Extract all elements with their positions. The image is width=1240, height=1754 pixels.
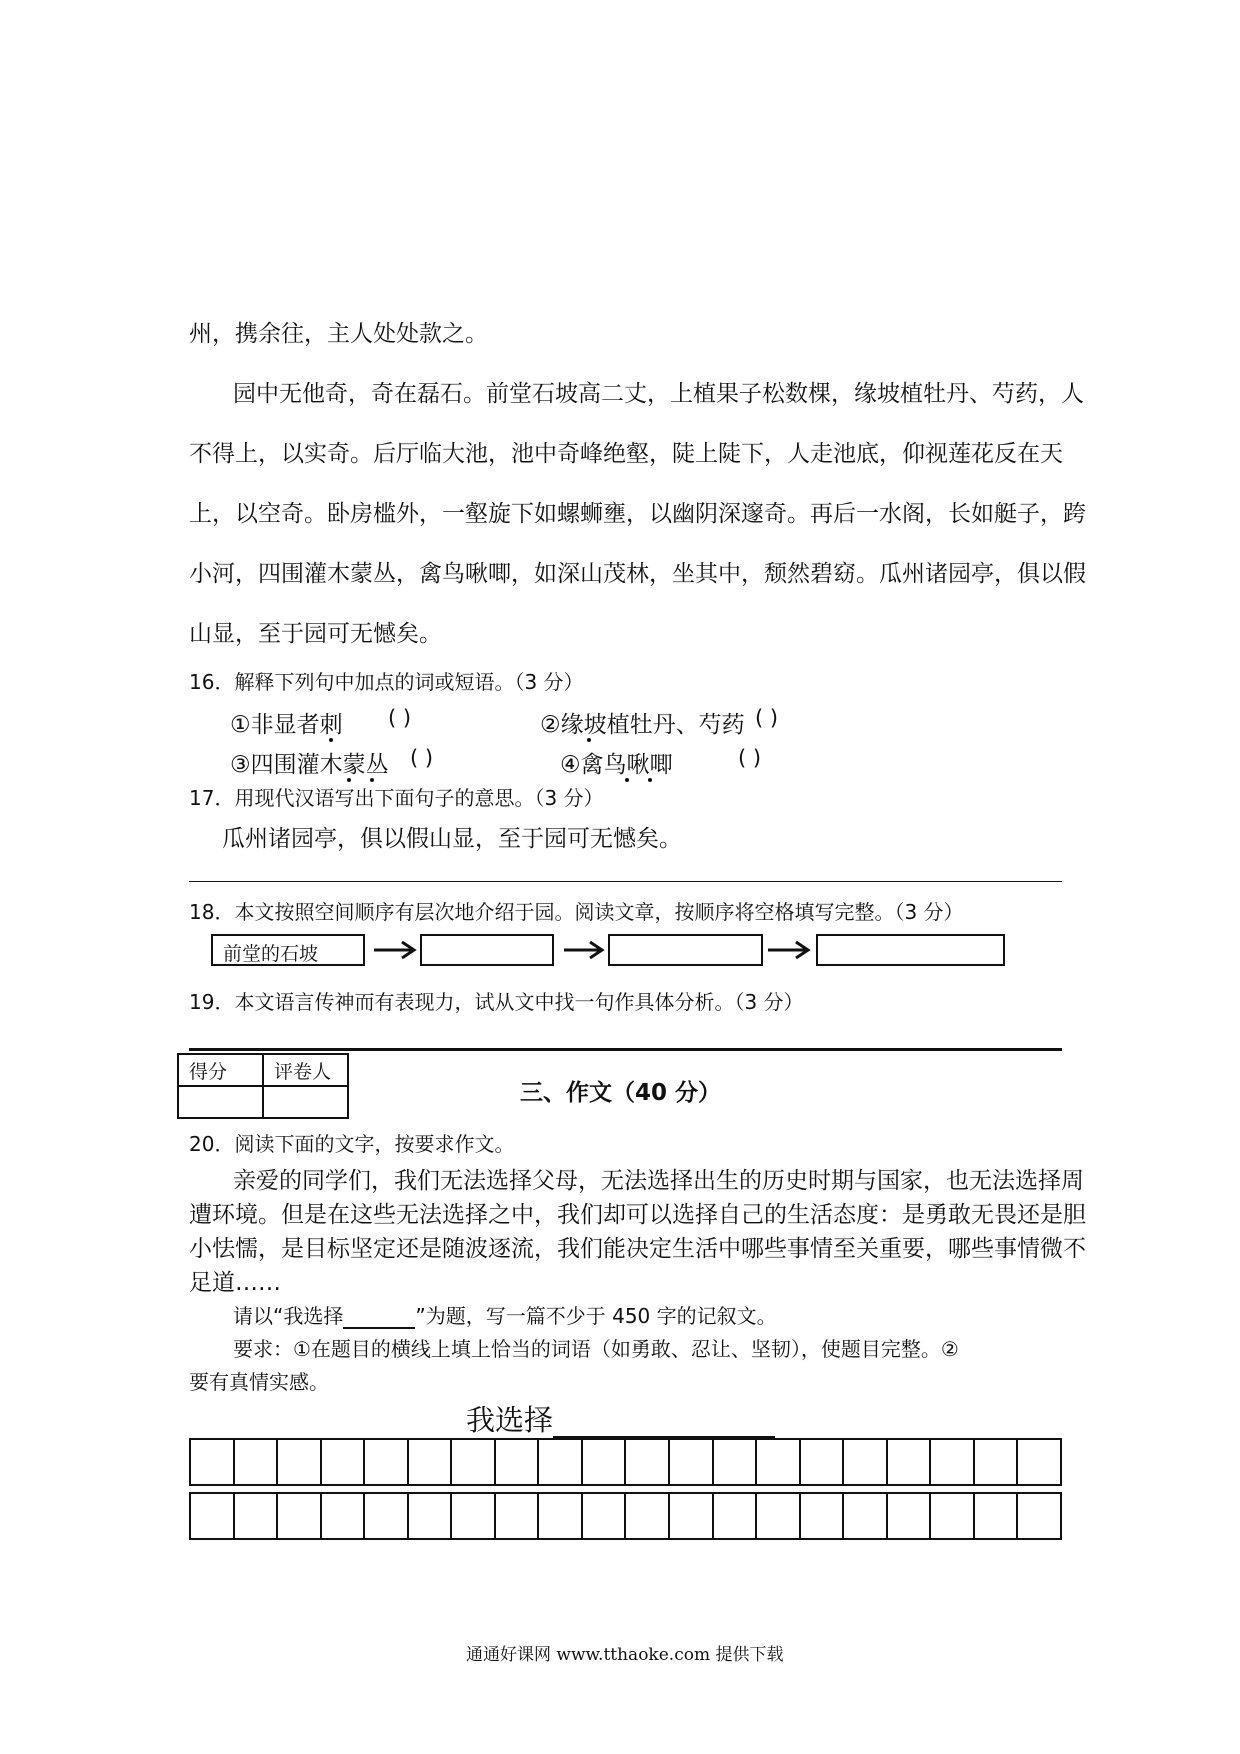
grid-cell[interactable] [888,1494,932,1538]
grid-cell[interactable] [844,1494,888,1538]
passage-line: 州，携余往，主人处处款之。 [189,321,488,347]
grid-cell[interactable] [322,1440,366,1484]
q20-text-line: 足道…… [189,1270,281,1296]
q20-instruction-b: ”为题，写一篇不少于 450 字的记叙文。 [415,1304,777,1328]
emphasis-dot [329,738,333,742]
passage-line: 上，以空奇。卧房槛外，一壑旋下如螺蛳壅，以幽阴深邃奇。再后一水阁，长如艇子，跨 [189,501,1086,527]
grid-cell[interactable] [539,1440,583,1484]
essay-title-blank[interactable] [553,1406,775,1439]
emphasis-dot [587,738,591,742]
score-label: 得分 [178,1054,263,1086]
grid-cell[interactable] [583,1440,627,1484]
grid-cell[interactable] [235,1494,279,1538]
grid-cell[interactable] [975,1440,1019,1484]
q20-text-line: 亲爱的同学们，我们无法选择父母，无法选择出生的历史时期与国家，也无法选择周 [233,1168,1084,1194]
q16-blank-3: ( ) [410,746,434,770]
score-table [177,1053,349,1119]
q17-sentence: 瓜州诸园亭，俱以假山显，至于园可无憾矣。 [222,826,682,852]
grid-cell[interactable] [844,1440,888,1484]
passage-line: 园中无他奇，奇在磊石。前堂石坡高二丈，上植果子松数棵，缘坡植牡丹、芍药，人 [233,381,1084,407]
emphasis-dot [648,778,652,782]
question-16-prompt: 16．解释下列句中加点的词或短语。（3 分） [189,670,584,694]
passage-line: 山显，至于园可无憾矣。 [189,621,442,647]
essay-grid-row[interactable] [189,1438,1062,1486]
flow-blank-box[interactable] [608,934,763,966]
grid-cell[interactable] [583,1494,627,1538]
q16-item-1: ①非显者刺 [230,712,343,738]
essay-title-text: 我选择 [466,1403,554,1437]
flow-blank-box[interactable] [816,934,1005,966]
emphasis-dot [625,778,629,782]
grid-cell[interactable] [278,1440,322,1484]
grid-cell[interactable] [931,1494,975,1538]
grid-cell[interactable] [191,1440,235,1484]
question-17-prompt: 17．用现代汉语写出下面句子的意思。（3 分） [189,786,604,810]
grid-cell[interactable] [235,1440,279,1484]
q20-requirement: 要求：①在题目的横线上填上恰当的词语（如勇敢、忍让、坚韧），使题目完整。② [233,1337,959,1361]
grid-cell[interactable] [670,1494,714,1538]
grid-cell[interactable] [626,1440,670,1484]
q20-text-line: 遭环境。但是在这些无法选择之中，我们却可以选择自己的生活态度：是勇敢无畏还是胆 [189,1202,1086,1228]
grid-cell[interactable] [757,1494,801,1538]
arrow-right-icon [372,934,420,966]
q16-item-4: ④禽鸟啾唧 [560,752,673,778]
question-19-prompt: 19．本文语言传神而有表现力，试从文中找一句作具体分析。（3 分） [189,990,804,1014]
flow-box-1-label: 前堂的石坡 [223,943,319,965]
flow-blank-box[interactable] [420,934,554,966]
grid-cell[interactable] [931,1440,975,1484]
grid-cell[interactable] [365,1494,409,1538]
section-title: 三、作文（40 分） [520,1080,722,1106]
passage-line: 小河，四围灌木蒙丛，禽鸟啾唧，如深山茂林，坐其中，颓然碧窈。瓜州诸园亭，俱以假 [189,561,1086,587]
arrow-right-icon [562,934,608,966]
grid-cell[interactable] [1018,1494,1060,1538]
q20-text-line: 小怯懦，是目标坚定还是随波逐流，我们能决定生活中哪些事情至关重要，哪些事情微不 [189,1236,1086,1262]
essay-grid-row[interactable] [189,1492,1062,1540]
grid-cell[interactable] [409,1494,453,1538]
question-20-prompt: 20．阅读下面的文字，按要求作文。 [189,1132,515,1156]
q16-item-2: ②缘坡植牡丹、芍药 [540,712,745,738]
grid-cell[interactable] [975,1494,1019,1538]
grid-cell[interactable] [278,1494,322,1538]
section-divider [189,1048,1062,1051]
grid-cell[interactable] [365,1440,409,1484]
q16-item-3: ③四围灌木蒙丛 [230,752,389,778]
grid-cell[interactable] [670,1440,714,1484]
q20-instruction [233,1300,777,1329]
grid-cell[interactable] [496,1494,540,1538]
grid-cell[interactable] [539,1494,583,1538]
grid-cell[interactable] [801,1494,845,1538]
q20-requirement: 要有真情实感。 [189,1370,329,1394]
grid-cell[interactable] [714,1440,758,1484]
grid-cell[interactable] [757,1440,801,1484]
answer-line [189,881,1062,882]
grid-cell[interactable] [714,1494,758,1538]
grid-cell[interactable] [496,1440,540,1484]
q16-blank-1: ( ) [388,706,412,730]
grid-cell[interactable] [1018,1440,1060,1484]
question-18-prompt: 18．本文按照空间顺序有层次地介绍于园。阅读文章，按顺序将空格填写完整。（3 分） [189,900,964,924]
essay-title [466,1398,775,1439]
grid-cell[interactable] [452,1440,496,1484]
grader-cell[interactable] [263,1086,348,1118]
q20-instruction-a: 请以“我选择 [233,1304,344,1328]
title-blank [343,1307,415,1329]
q16-blank-4: ( ) [738,746,762,770]
grid-cell[interactable] [191,1494,235,1538]
grader-label: 评卷人 [263,1054,348,1086]
flow-box-1 [211,934,365,966]
grid-cell[interactable] [452,1494,496,1538]
grid-cell[interactable] [626,1494,670,1538]
passage-line: 不得上，以实奇。后厅临大池，池中奇峰绝壑，陡上陡下，人走池底，仰视莲花反在天 [189,441,1063,467]
footer-credit: 通通好课网 www.tthaoke.com 提供下载 [466,1645,784,1665]
q16-blank-2: ( ) [755,706,779,730]
grid-cell[interactable] [409,1440,453,1484]
grid-cell[interactable] [801,1440,845,1484]
arrow-right-icon [766,934,814,966]
score-cell[interactable] [178,1086,263,1118]
grid-cell[interactable] [322,1494,366,1538]
grid-cell[interactable] [888,1440,932,1484]
